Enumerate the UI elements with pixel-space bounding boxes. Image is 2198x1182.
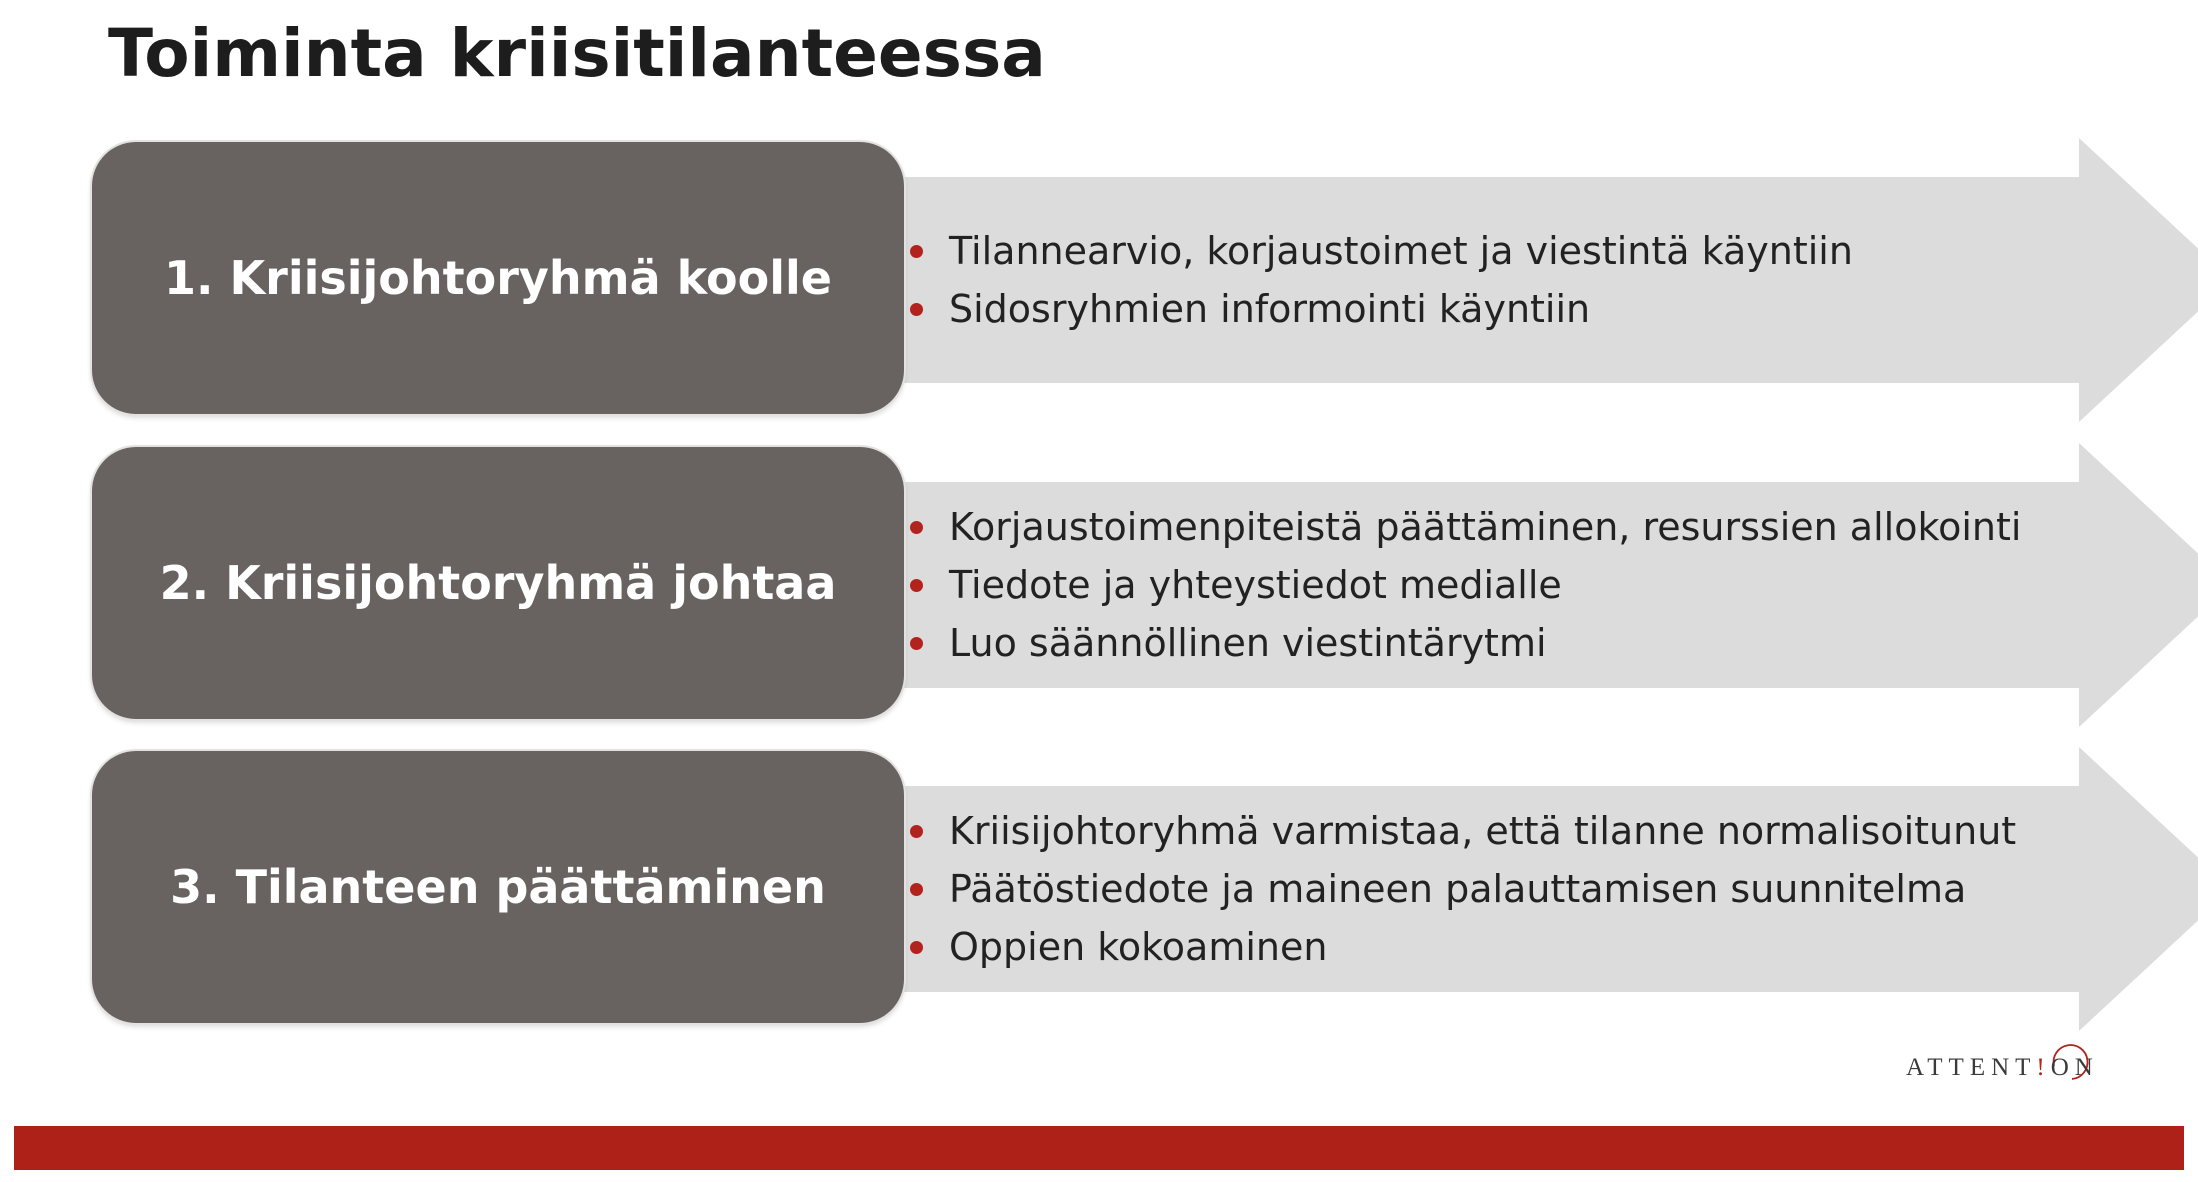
step-3-bullets (910, 747, 2016, 1031)
bullet-dot-icon (910, 245, 923, 258)
step-row-2 (92, 443, 2132, 727)
step-1-box (92, 142, 904, 414)
bullet-dot-icon (910, 883, 923, 896)
bullet-item (910, 614, 2021, 672)
step-2-box (92, 447, 904, 719)
bullet-text: Kriisijohtoryhmä varmistaa, että tilanne normalisoitunut (949, 809, 2017, 853)
step-1-bullets (910, 138, 1853, 422)
step-2-bullets (910, 443, 2021, 727)
bullet-text: Oppien kokoaminen (949, 925, 1328, 969)
bullet-text: Päätöstiedote ja maineen palauttamisen suunnitelma (949, 867, 1967, 911)
bullet-item (910, 280, 1853, 338)
bullet-item (910, 802, 2016, 860)
bullet-dot-icon (910, 303, 923, 316)
step-3-label: 3. Tilanteen päättäminen (170, 860, 826, 914)
bullet-dot-icon (910, 521, 923, 534)
bullet-item (910, 556, 2021, 614)
bullet-text: Tiedote ja yhteystiedot medialle (949, 563, 1562, 607)
bullet-dot-icon (910, 941, 923, 954)
bullet-text: Tilannearvio, korjaustoimet ja viestintä käyntiin (949, 229, 1853, 273)
step-3-box (92, 751, 904, 1023)
slide-title: Toiminta kriisitilanteessa (108, 15, 1046, 92)
bullet-item (910, 860, 2016, 918)
step-row-3 (92, 747, 2132, 1031)
bullet-item (910, 918, 2016, 976)
bullet-dot-icon (910, 579, 923, 592)
attention-logo (1906, 1034, 2112, 1094)
bullet-dot-icon (910, 825, 923, 838)
bullet-text: Sidosryhmien informointi käyntiin (949, 287, 1591, 331)
bullet-dot-icon (910, 637, 923, 650)
step-row-1 (92, 138, 2132, 422)
bullet-item (910, 498, 2021, 556)
step-1-label: 1. Kriisijohtoryhmä koolle (164, 251, 832, 305)
logo-text: ATTENT!ON (1906, 1054, 2099, 1081)
bullet-text: Korjaustoimenpiteistä päättäminen, resurssien allokointi (949, 505, 2022, 549)
footer-bar (14, 1126, 2184, 1170)
bullet-item (910, 222, 1853, 280)
bullet-text: Luo säännöllinen viestintärytmi (949, 621, 1547, 665)
step-2-label: 2. Kriisijohtoryhmä johtaa (159, 556, 837, 610)
